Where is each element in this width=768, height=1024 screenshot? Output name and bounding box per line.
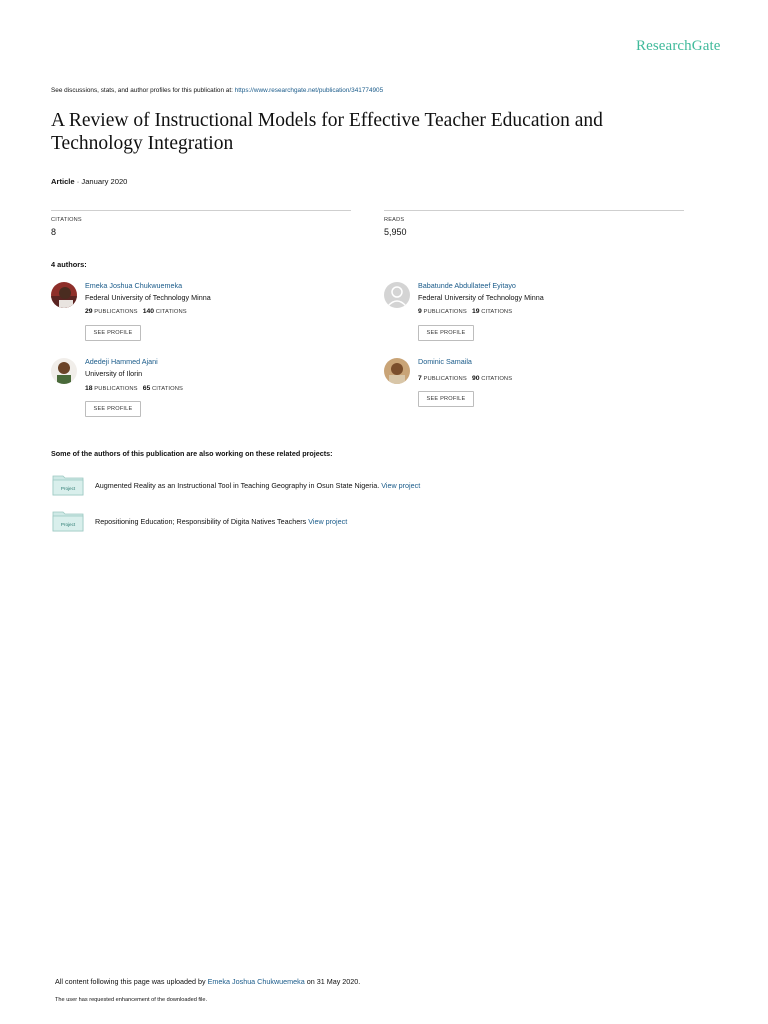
publication-date: January 2020	[81, 177, 128, 186]
project-folder-icon[interactable]	[52, 510, 84, 532]
citations-value: 8	[51, 227, 57, 237]
uploader-link[interactable]: Emeka Joshua Chukwuemeka	[207, 977, 305, 986]
author-stats	[85, 385, 183, 392]
related-projects-heading: Some of the authors of this publication are also working on these related projects:	[51, 449, 333, 458]
publications-count: 18	[85, 385, 93, 392]
citations-label: CITATIONS	[481, 309, 513, 315]
citations-count: 140	[142, 308, 155, 315]
project-text	[95, 481, 420, 490]
author-card	[51, 358, 351, 428]
see-profile-button[interactable]: SEE PROFILE	[85, 325, 141, 341]
project-item	[52, 510, 652, 534]
see-profile-button[interactable]: SEE PROFILE	[418, 325, 474, 341]
author-stats	[418, 308, 512, 315]
project-item	[52, 474, 652, 498]
citations-count: 65	[142, 385, 151, 392]
project-folder-icon[interactable]	[52, 474, 84, 496]
citations-label: CITATIONS	[155, 309, 187, 315]
project-icon-label: Project	[60, 522, 76, 527]
author-card	[384, 358, 684, 428]
reads-label: READS	[384, 217, 405, 223]
author-institution: University of Ilorin	[85, 369, 143, 378]
view-project-link[interactable]: View project	[381, 481, 421, 490]
publications-count: 7	[418, 375, 422, 382]
author-stats	[418, 375, 512, 382]
researchgate-logo[interactable]: ResearchGate	[636, 38, 721, 54]
publications-count: 9	[418, 308, 422, 315]
author-stats	[85, 308, 187, 315]
project-icon-label: Project	[60, 486, 76, 491]
author-institution: Federal University of Technology Minna	[418, 293, 544, 302]
reads-stat	[384, 210, 684, 237]
publications-count: 29	[85, 308, 93, 315]
reads-value: 5,950	[384, 227, 407, 237]
author-name-link[interactable]: Dominic Samaila	[418, 357, 472, 366]
project-text	[95, 517, 347, 526]
enhancement-note: The user has requested enhancement of the downloaded file.	[55, 997, 208, 1003]
publications-label: PUBLICATIONS	[94, 309, 138, 315]
project-title: Repositioning Education; Responsibility of Digita Natives Teachers	[95, 517, 307, 526]
author-name-link[interactable]: Emeka Joshua Chukwuemeka	[85, 281, 183, 290]
citations-count: 19	[471, 308, 480, 315]
publication-meta	[51, 177, 127, 186]
upload-note	[55, 977, 360, 986]
publications-label: PUBLICATIONS	[94, 386, 138, 392]
author-avatar[interactable]	[51, 358, 77, 384]
author-avatar[interactable]	[51, 282, 77, 308]
publication-url-link[interactable]: https://www.researchgate.net/publication/341774905	[234, 87, 384, 94]
author-card	[51, 282, 351, 352]
publications-label: PUBLICATIONS	[423, 309, 467, 315]
author-card	[384, 282, 684, 352]
profile-note-text: See discussions, stats, and author profiles for this publication at:	[51, 87, 235, 94]
author-name-link[interactable]: Babatunde Abdullateef Eyitayo	[418, 281, 516, 290]
author-name-link[interactable]: Adedeji Hammed Ajani	[85, 357, 158, 366]
publications-label: PUBLICATIONS	[423, 376, 467, 382]
meta-separator: ·	[74, 177, 82, 186]
view-project-link[interactable]: View project	[308, 517, 348, 526]
see-profile-button[interactable]: SEE PROFILE	[85, 401, 141, 417]
profile-note	[51, 87, 383, 94]
see-profile-button[interactable]: SEE PROFILE	[418, 391, 474, 407]
citations-label: CITATIONS	[51, 217, 82, 223]
author-avatar[interactable]	[384, 358, 410, 384]
publication-type: Article	[51, 177, 75, 186]
upload-prefix: All content following this page was uploaded by	[55, 977, 208, 986]
citations-label: CITATIONS	[481, 376, 513, 382]
author-institution: Federal University of Technology Minna	[85, 293, 211, 302]
citations-count: 90	[471, 375, 480, 382]
author-avatar-placeholder[interactable]	[384, 282, 410, 308]
project-title: Augmented Reality as an Instructional Tool in Teaching Geography in Osun State Nigeria.	[95, 481, 380, 490]
authors-heading: 4 authors:	[51, 260, 87, 269]
citations-label: CITATIONS	[152, 386, 183, 392]
citations-stat	[51, 210, 351, 237]
upload-suffix: on 31 May 2020.	[304, 977, 361, 986]
publication-title: A Review of Instructional Models for Effective Teacher Education and Technology Integration	[51, 110, 603, 154]
